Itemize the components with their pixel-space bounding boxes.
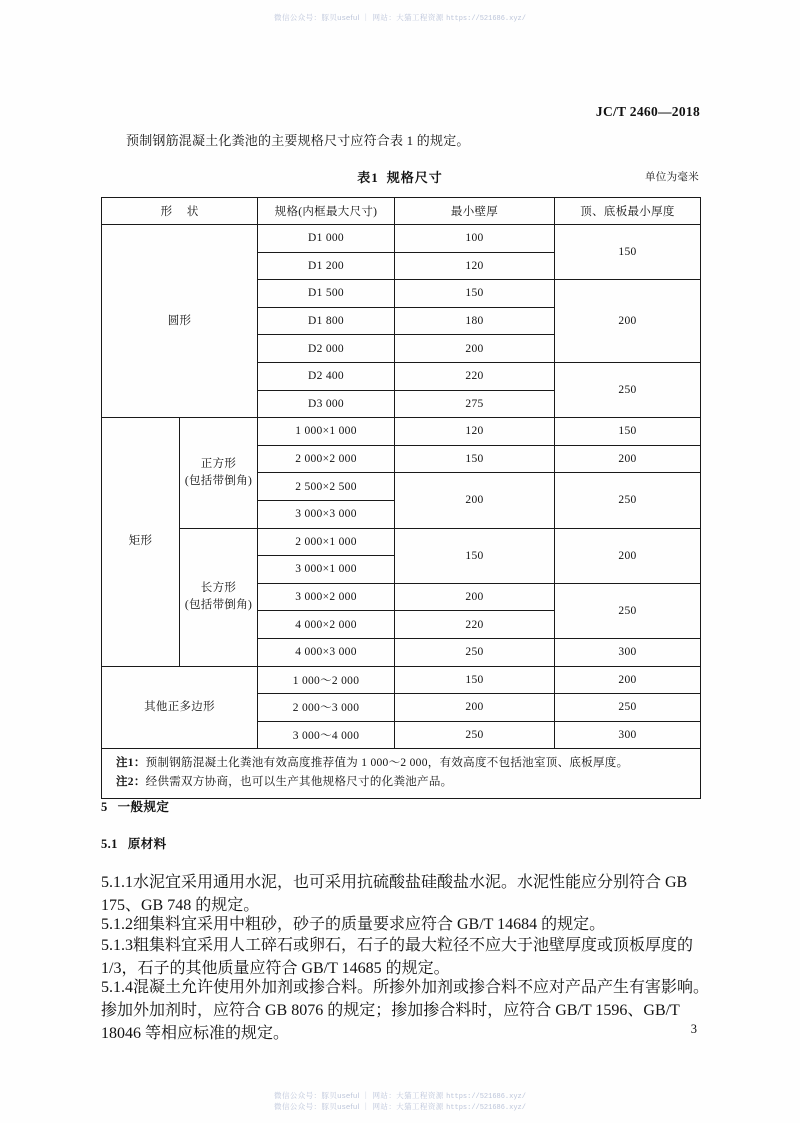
watermark-url: https://521686.xyz/	[446, 1093, 526, 1101]
paragraph-5-1-4-text: 混凝土允许使用外加剂或掺合料。所掺外加剂或掺合料不应对产品产生有害影响。掺加外加剂时，应符合 GB 8076 的规定；掺加掺合料时，应符合 GB/T 1596、GB/T 18046 等相应标准的规定。	[101, 979, 710, 1042]
table-note-2-label: 注2：	[116, 775, 146, 788]
cell-spec: 1 000～2 000	[258, 666, 395, 694]
cell-shape-square-line2: (包括带倒角)	[184, 474, 253, 487]
cell-wall: 200	[395, 335, 555, 363]
cell-spec: 3 000×2 000	[258, 583, 395, 611]
cell-spec: D2 000	[258, 335, 395, 363]
heading-section-5-title: 一般规定	[117, 800, 170, 814]
watermark-text: 微信公众号：豚贝useful ｜ 网站：大猫工程资源	[274, 1102, 444, 1111]
paragraph-5-1-1	[101, 869, 711, 915]
cell-wall: 250	[395, 721, 555, 749]
table-notes	[102, 749, 701, 798]
cell-shape-square	[180, 418, 258, 528]
heading-section-5-index: 5	[101, 800, 108, 814]
cell-spec: 2 000～3 000	[258, 694, 395, 722]
cell-slab: 200	[555, 280, 701, 363]
watermark-url: https://521686.xyz/	[446, 15, 526, 23]
header-spec: 规格(内框最大尺寸)	[258, 198, 395, 225]
header-min-wall: 最小壁厚	[395, 198, 555, 225]
paragraph-5-1-1-index: 5.1.1	[101, 874, 133, 891]
cell-spec: 2 500×2 500	[258, 473, 395, 501]
cell-spec: D1 200	[258, 252, 395, 280]
watermark-text: 微信公众号：豚贝useful ｜ 网站：大猫工程资源	[274, 1091, 444, 1100]
cell-slab: 300	[555, 721, 701, 749]
paragraph-5-1-3-text: 粗集料宜采用人工碎石或卵石，石子的最大粒径不应大于池壁厚度或顶板厚度的 1/3，石子的其他质量应符合 GB/T 14685 的规定。	[101, 937, 694, 977]
cell-spec: 2 000×2 000	[258, 445, 395, 473]
table-unit-note: 单位为毫米	[645, 172, 699, 183]
heading-section-5-1-title: 原材料	[127, 837, 167, 851]
table-note-1	[116, 754, 700, 773]
cell-slab: 250	[555, 694, 701, 722]
cell-spec: D3 000	[258, 390, 395, 418]
table-caption-number: 表1	[357, 170, 379, 185]
cell-wall: 120	[395, 418, 555, 446]
cell-wall: 100	[395, 225, 555, 253]
watermark-text: 微信公众号：豚贝useful ｜ 网站：大猫工程资源	[274, 13, 444, 22]
table-row	[102, 225, 701, 253]
cell-spec: D1 800	[258, 307, 395, 335]
table-row	[102, 528, 701, 556]
cell-spec: 4 000×3 000	[258, 638, 395, 666]
cell-wall: 200	[395, 473, 555, 528]
cell-wall: 180	[395, 307, 555, 335]
cell-wall: 200	[395, 694, 555, 722]
cell-slab: 300	[555, 638, 701, 666]
cell-shape-oblong-line2: (包括带倒角)	[184, 599, 253, 612]
cell-slab: 150	[555, 225, 701, 280]
watermark-bottom-2	[0, 1101, 800, 1112]
cell-spec: 3 000×1 000	[258, 556, 395, 584]
table-note-1-label: 注1：	[116, 757, 146, 770]
table-note-2	[116, 773, 700, 792]
heading-section-5-1	[101, 834, 711, 852]
paragraph-5-1-2-index: 5.1.2	[101, 916, 133, 933]
cell-spec: D1 500	[258, 280, 395, 308]
cell-shape-oblong	[180, 528, 258, 666]
cell-wall: 150	[395, 280, 555, 308]
paragraph-5-1-3-index: 5.1.3	[101, 937, 133, 954]
table-row	[102, 418, 701, 446]
heading-section-5-1-index: 5.1	[101, 837, 118, 851]
table-notes-row	[102, 749, 701, 798]
paragraph-5-1-1-text: 水泥宜采用通用水泥，也可采用抗硫酸盐硅酸盐水泥。水泥性能应分别符合 GB 175、GB 748 的规定。	[101, 874, 688, 914]
table-note-2-text: 经供需双方协商，也可以生产其他规格尺寸的化粪池产品。	[145, 775, 453, 788]
table-note-1-text: 预制钢筋混凝土化粪池有效高度推荐值为 1 000～2 000，有效高度不包括池室顶、底板厚度。	[145, 757, 629, 770]
table-header-row	[102, 198, 701, 225]
watermark-bottom-1	[0, 1090, 800, 1101]
spec-table-container	[101, 197, 700, 799]
watermark-top	[0, 12, 800, 23]
cell-wall: 275	[395, 390, 555, 418]
cell-wall: 200	[395, 583, 555, 611]
cell-slab: 200	[555, 445, 701, 473]
page-number: 3	[690, 1022, 697, 1036]
cell-spec: 2 000×1 000	[258, 528, 395, 556]
cell-slab: 250	[555, 362, 701, 417]
standard-number-header: JC/T 2460—2018	[595, 104, 700, 119]
cell-wall: 150	[395, 666, 555, 694]
cell-wall: 150	[395, 445, 555, 473]
cell-shape-polygon: 其他正多边形	[102, 666, 258, 749]
cell-slab: 250	[555, 583, 701, 638]
paragraph-5-1-4	[101, 974, 711, 1043]
cell-spec: 1 000×1 000	[258, 418, 395, 446]
cell-wall: 120	[395, 252, 555, 280]
heading-section-5	[101, 797, 711, 815]
paragraph-5-1-3	[101, 932, 711, 978]
cell-spec: 3 000×3 000	[258, 500, 395, 528]
table-caption-title: 规格尺寸	[386, 170, 443, 185]
header-shape: 形 状	[102, 198, 258, 225]
cell-slab: 200	[555, 666, 701, 694]
cell-wall: 220	[395, 362, 555, 390]
cell-spec: D1 000	[258, 225, 395, 253]
cell-wall: 150	[395, 528, 555, 583]
cell-spec: 4 000×2 000	[258, 611, 395, 639]
cell-spec: 3 000～4 000	[258, 721, 395, 749]
intro-paragraph: 预制钢筋混凝土化粪池的主要规格尺寸应符合表 1 的规定。	[126, 133, 470, 148]
cell-slab: 150	[555, 418, 701, 446]
cell-shape-square-line1: 正方形	[200, 458, 237, 471]
spec-table	[101, 197, 701, 799]
paragraph-5-1-2	[101, 911, 711, 934]
cell-wall: 250	[395, 638, 555, 666]
table-row	[102, 666, 701, 694]
watermark-url: https://521686.xyz/	[446, 1104, 526, 1112]
cell-shape-round: 圆形	[102, 225, 258, 418]
cell-shape-oblong-line1: 长方形	[200, 582, 237, 595]
cell-shape-rect: 矩形	[102, 418, 180, 666]
cell-spec: D2 400	[258, 362, 395, 390]
cell-slab: 250	[555, 473, 701, 528]
cell-slab: 200	[555, 528, 701, 583]
paragraph-5-1-2-text: 细集料宜采用中粗砂，砂子的质量要求应符合 GB/T 14684 的规定。	[133, 916, 606, 933]
header-min-slab: 顶、底板最小厚度	[555, 198, 701, 225]
paragraph-5-1-4-index: 5.1.4	[101, 979, 133, 996]
cell-wall: 220	[395, 611, 555, 639]
